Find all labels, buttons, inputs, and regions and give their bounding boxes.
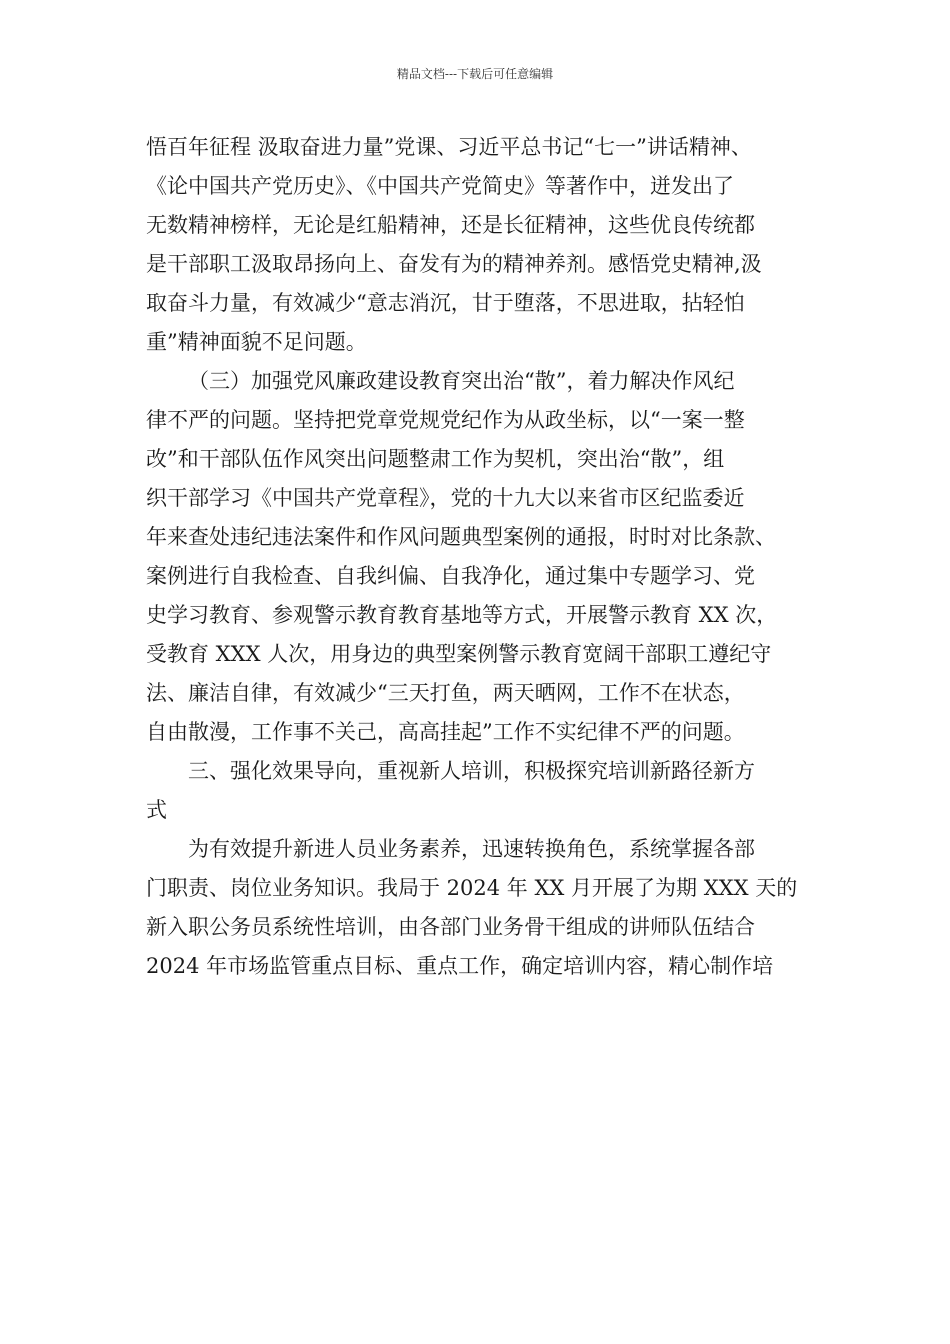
- text-line: 2024 年市场监管重点目标、重点工作，确定培训内容，精心制作培: [146, 954, 774, 978]
- text-line: 新入职公务员系统性培训，由各部门业务骨干组成的讲师队伍结合: [146, 915, 755, 939]
- text-line: 无数精神榜样，无论是红船精神，还是长征精神，这些优良传统都: [146, 213, 755, 237]
- text-line: 受教育 XXX 人次，用身边的典型案例警示教育宽阔干部职工遵纪守: [146, 642, 772, 666]
- text-line: 《论中国共产党历史》、《中国共产党简史》等著作中，迸发出了: [146, 174, 734, 198]
- document-body: [146, 128, 808, 986]
- text-line: （三）加强党风廉政建设教育突出治“散”，着力解决作风纪: [188, 369, 735, 393]
- text-line: 年来查处违纪违法案件和作风问题典型案例的通报，时时对比条款、: [146, 525, 776, 549]
- text-line: 法、廉洁自律，有效减少“三天打鱼，两天晒网，工作不在状态，: [146, 681, 745, 705]
- text-line: 为有效提升新进人员业务素养，迅速转换角色，系统掌握各部: [188, 837, 755, 861]
- text-line: 织干部学习《中国共产党章程》，党的十九大以来省市区纪监委近: [146, 486, 745, 510]
- text-line: 改”和干部队伍作风突出问题整肃工作为契机，突出治“散”，组: [146, 447, 725, 471]
- text-line: 取奋斗力量，有效减少“意志消沉，甘于堕落，不思进取，拈轻怕: [146, 291, 745, 315]
- text-line: 是干部职工汲取昂扬向上、奋发有为的精神养剂。感悟党史精神,汲: [146, 252, 762, 276]
- text-line: 重”精神面貌不足问题。: [146, 330, 367, 354]
- text-line: 史学习教育、参观警示教育教育基地等方式，开展警示教育 XX 次，: [146, 603, 778, 627]
- text-line: 自由散漫，工作事不关己，高高挂起”工作不实纪律不严的问题。: [146, 720, 745, 744]
- page-header: 精品文档---下载后可任意编辑: [396, 67, 554, 81]
- text-line: 门职责、岗位业务知识。我局于 2024 年 XX 月开展了为期 XXX 天的: [146, 876, 798, 900]
- text-line: 悟百年征程 汲取奋进力量”党课、习近平总书记“七一”讲话精神、: [146, 135, 752, 159]
- text-line: 律不严的问题。坚持把党章党规党纪作为从政坐标，以“一案一整: [146, 408, 745, 432]
- text-line: 案例进行自我检查、自我纠偏、自我净化，通过集中专题学习、党: [146, 564, 755, 588]
- text-line: 式: [146, 798, 167, 822]
- text-line: 三、强化效果导向，重视新人培训，积极探究培训新路径新方: [188, 759, 755, 783]
